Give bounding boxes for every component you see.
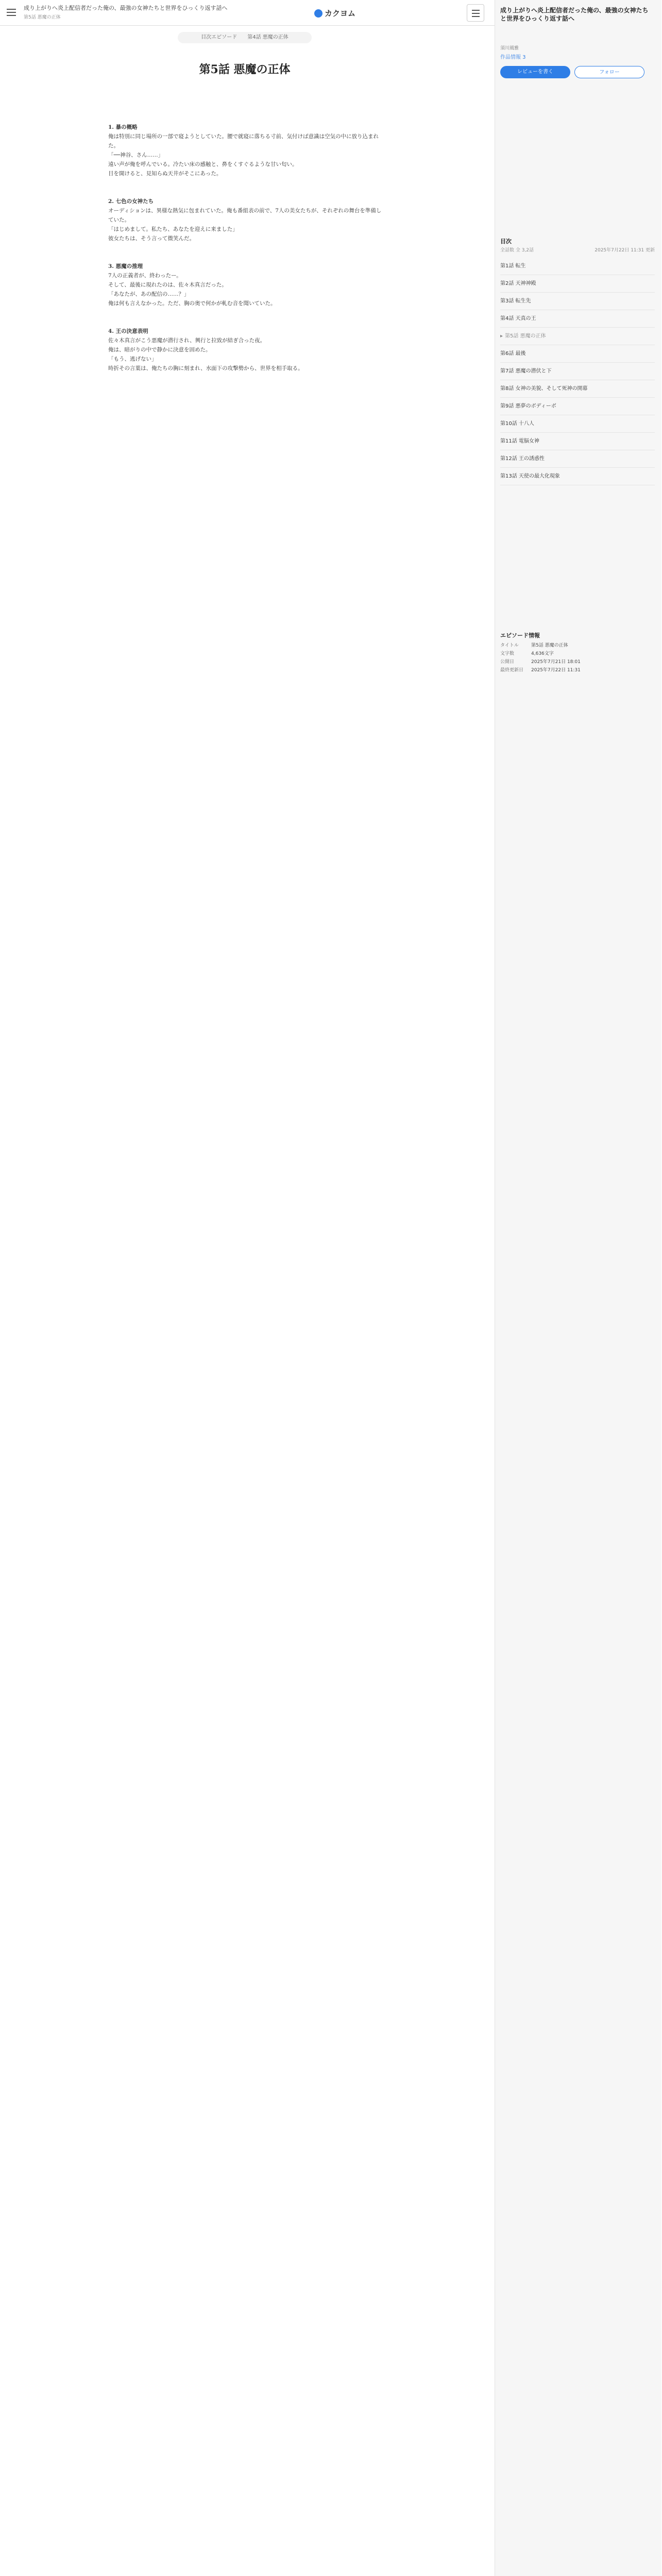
body-paragraph: 7人の正義者が、終わったー。 xyxy=(108,273,182,279)
section-heading: 4. 王の決意表明 xyxy=(108,328,148,334)
episode-info-label: 文字数 xyxy=(500,651,515,656)
body-paragraph: 俺は何も言えなかった。ただ、胸の奥で何かが軋む音を聞いていた。 xyxy=(108,300,276,307)
body-paragraph xyxy=(108,178,386,188)
body-paragraph: 「──神谷、さん……」 xyxy=(108,152,164,158)
body-paragraph: 彼女たちは、そう言って微笑んだ。 xyxy=(108,235,195,242)
body-paragraph: 目を開けると、見知らぬ天井がそこにあった。 xyxy=(108,171,222,177)
episode-title: 第5話 悪魔の正体 xyxy=(199,63,291,76)
toc-item[interactable]: 第7話 悪魔の潜伏と下 xyxy=(500,363,655,380)
body-paragraph: 俺は特別に同じ場所の一部で寝ようとしていた。腰で就寝に落ちる寸前、気付けば意識は空気の中に放り込まれた。 xyxy=(108,133,379,149)
episode-info-row xyxy=(500,666,655,674)
episode-info-value: 2025年7月21日 18:01 xyxy=(531,659,581,665)
episode-body xyxy=(108,113,386,373)
episode-info-value: 2025年7月22日 11:31 xyxy=(531,668,581,673)
episode-info-row xyxy=(500,658,655,666)
header-episode-title: 第5話 悪魔の正体 xyxy=(24,15,61,20)
body-paragraph: 佐々木真言がこう悪魔が潜行され、興行と拉致が結ぎ合った夜。 xyxy=(108,337,266,344)
toc-item[interactable]: 第2話 天神神殿 xyxy=(500,275,655,293)
body-paragraph: 時折その言葉は、俺たちの胸に刻まれ、水面下の攻撃勢から、世界を相手取る。 xyxy=(108,365,303,371)
header-work-title[interactable]: 成り上がりへ炎上配信者だった俺の、最強の女神たちと世界をひっくり返す話へ xyxy=(24,5,228,11)
section-heading: 1. 暴の概略 xyxy=(108,124,138,130)
toc-meta xyxy=(500,246,655,257)
body-paragraph: 「もう、逃げない」 xyxy=(108,356,157,362)
section-heading: 3. 悪魔の推理 xyxy=(108,263,143,269)
site-logo[interactable]: カクヨム xyxy=(314,8,355,19)
body-paragraph xyxy=(108,308,386,317)
toc-item[interactable]: 第8話 女神の美貌、そして死神の開幕 xyxy=(500,380,655,398)
episode-info-row xyxy=(500,641,655,650)
body-paragraph: オーディションは、異様な熱気に包まれていた。俺も番組表の前で、7人の美女たちが、それぞれの舞台を準備していた。 xyxy=(108,208,382,223)
episode-info-value: 第5話 悪魔の正体 xyxy=(531,643,568,648)
toc-item[interactable]: 第12話 王の誘惑性 xyxy=(500,450,655,468)
episode-info-label: タイトル xyxy=(500,643,519,648)
menu-icon[interactable] xyxy=(5,6,18,19)
toc-item[interactable]: 第11話 電脳女神 xyxy=(500,433,655,450)
toc-item[interactable]: 第6話 最後 xyxy=(500,345,655,363)
toc-meta-count: 全話数 全 3,2話 xyxy=(500,248,534,253)
body-paragraph xyxy=(108,243,386,252)
section-heading: 2. 七色の女神たち xyxy=(108,198,154,205)
sidebar-author[interactable]: 須川風雅 xyxy=(500,46,519,51)
toc-item[interactable]: 第10話 十八人 xyxy=(500,415,655,433)
episode-breadcrumb[interactable]: 目次エピソード 第4話 悪魔の正体 xyxy=(178,32,312,43)
sidebar-work-info-link[interactable]: 作品情報 3 xyxy=(500,55,526,60)
toc-heading: 目次 xyxy=(500,238,512,245)
toc-item[interactable]: 第1話 転生 xyxy=(500,258,655,275)
body-paragraph: 遠い声が俺を呼んでいる。冷たい床の感触と、鼻をくすぐるような甘い匂い。 xyxy=(108,161,298,167)
toc-toggle-button[interactable] xyxy=(467,4,484,22)
toc-item[interactable]: ▸ 第5話 悪魔の正体 xyxy=(500,328,655,345)
toc-item[interactable]: 第4話 天真の王 xyxy=(500,310,655,328)
toc-item[interactable]: 第9話 悪夢のボディーボ xyxy=(500,398,655,415)
episode-info-row xyxy=(500,650,655,658)
episode-info-label: 最終更新日 xyxy=(500,668,524,673)
follow-button[interactable]: フォロー xyxy=(574,66,644,78)
sidebar-work-title[interactable]: 成り上がりへ炎上配信者だった俺の、最強の女神たちと世界をひっくり返す話へ xyxy=(500,7,649,22)
body-paragraph: 「あなたが、あの配信の……？」 xyxy=(108,291,190,297)
body-paragraph: 俺は、暗がりの中で静かに決意を固めた。 xyxy=(108,347,211,353)
episode-info-label: 公開日 xyxy=(500,659,515,665)
sidebar xyxy=(495,0,661,2576)
toc-item[interactable]: 第3話 転生先 xyxy=(500,293,655,310)
review-button[interactable]: レビューを書く xyxy=(500,66,570,78)
logo-mark-icon xyxy=(314,9,322,18)
episode-info-value: 4,636文字 xyxy=(531,651,554,656)
toc-meta-date: 2025年7月22日 11:31 更新 xyxy=(595,248,655,253)
episode-info-heading: エピソード情報 xyxy=(500,632,540,639)
toc-item[interactable]: 第13話 天使の最大化現象 xyxy=(500,468,655,485)
body-paragraph: 「はじめまして。私たち、あなたを迎えに来ました」 xyxy=(108,226,238,232)
body-paragraph: そして、最後に現れたのは、佐々木真言だった。 xyxy=(108,282,227,288)
